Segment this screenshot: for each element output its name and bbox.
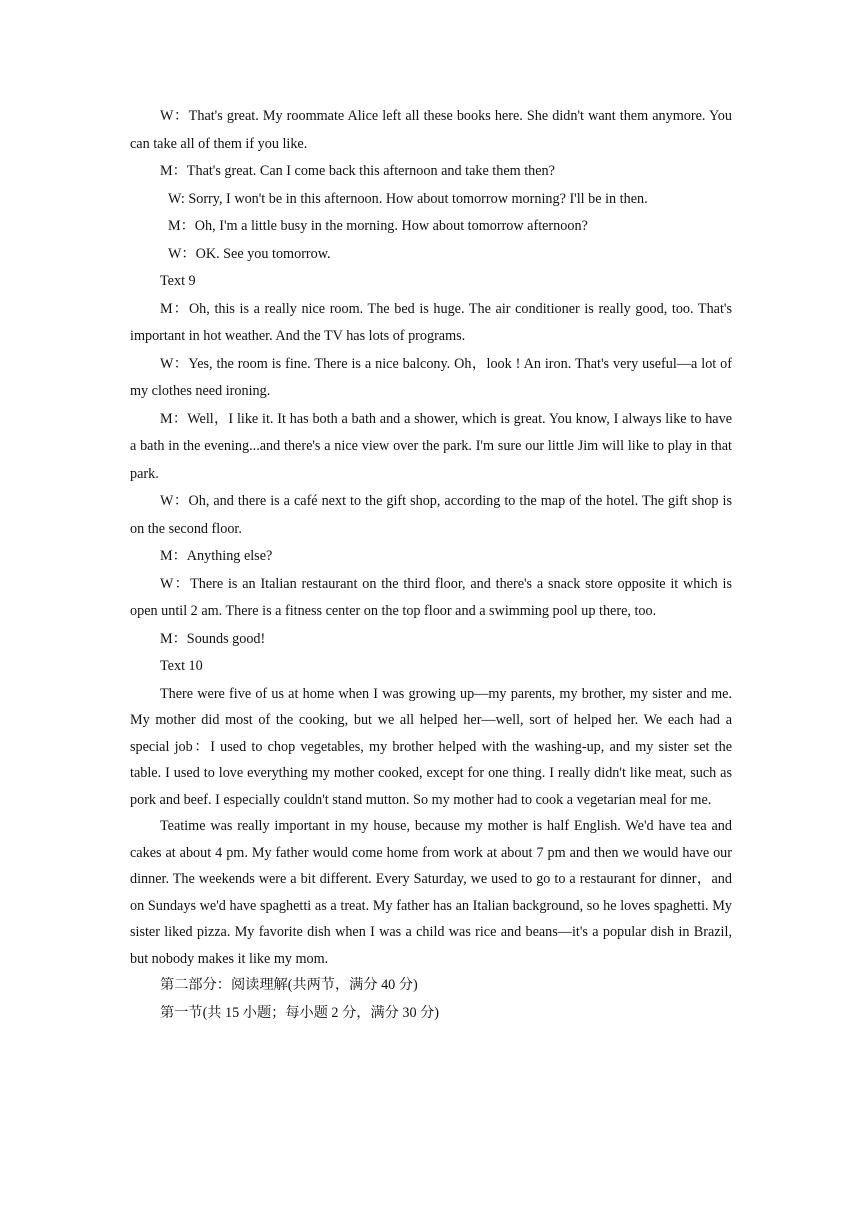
dialogue-line-m-come-back: M：That's great. Can I come back this afternoon and take them then? xyxy=(160,163,555,179)
dialogue-line-m-anything-else: M：Anything else? xyxy=(160,548,273,564)
dialogue-line-m-busy: M：Oh, I'm a little busy in the morning. How about tomorrow afternoon? xyxy=(168,218,588,234)
part-two-heading: 第二部分：阅读理解(共两节，满分 40 分) xyxy=(160,977,418,993)
dialogue-line-w-books: W：That's great. My roommate Alice left all these books here. She didn't want them anymore. You can take all of them if you like. xyxy=(130,108,732,152)
dialogue-line-m-nice-room: M：Oh, this is a really nice room. The bed is huge. The air conditioner is really good, too. That's important in hot weather. And the TV has lots of programs. xyxy=(130,300,732,344)
section-one-heading: 第一节(共 15 小题；每小题 2 分，满分 30 分) xyxy=(160,1004,440,1021)
document-page xyxy=(130,103,732,1027)
dialogue-line-w-cafe: W：Oh, and there is a café next to the gift shop, according to the map of the hotel. The gift shop is on the second floor. xyxy=(130,493,732,537)
section-heading-text-9: Text 9 xyxy=(160,273,196,289)
section-heading-text-10: Text 10 xyxy=(160,658,203,674)
dialogue-line-m-bath: M：Well，I like it. It has both a bath and a shower, which is great. You know, I always like to have a bath in the evening...and there's a nice view over the park. I'm sure our little Jim will like to play in that park. xyxy=(130,410,732,482)
dialogue-line-w-balcony: W：Yes, the room is fine. There is a nice balcony. Oh，look ! An iron. That's very useful—a lot of my clothes need ironing. xyxy=(130,355,732,399)
dialogue-line-m-sounds-good: M：Sounds good! xyxy=(160,630,266,647)
dialogue-line-w-ok: W：OK. See you tomorrow. xyxy=(168,245,331,262)
narrative-paragraph-teatime: Teatime was really important in my house, because my mother is half English. We'd have tea and cakes at about 4 pm. My father would come home from work at about 7 pm and then we would have our dinner. The weekends were a bit different. Every Saturday, we used to go to a restaurant for dinner，and on Sundays we'd have spaghetti as a treat. My father has an Italian background, so he loves spaghetti. My sister liked pizza. My favorite dish when I was a child was rice and beans—it's a popular dish in Brazil, but nobody makes it like my mom. xyxy=(130,818,732,967)
dialogue-line-w-sorry: W: Sorry, I won't be in this afternoon. How about tomorrow morning? I'll be in then. xyxy=(168,190,648,207)
narrative-paragraph-family: There were five of us at home when I was growing up—my parents, my brother, my sister and me. My mother did most of the cooking, but we all helped her—well, sort of helped her. We each had a special job：I used to chop vegetables, my brother helped with the washing-up, and my sister set the table. I used to love everything my mother cooked, except for one thing. I really didn't like meat, such as pork and beef. I especially couldn't stand mutton. So my mother had to cook a vegetarian meal for me. xyxy=(130,685,732,808)
dialogue-line-w-restaurant: W：There is an Italian restaurant on the third floor, and there's a snack store opposite it which is open until 2 am. There is a fitness center on the top floor and a swimming pool up there, too. xyxy=(130,575,732,619)
